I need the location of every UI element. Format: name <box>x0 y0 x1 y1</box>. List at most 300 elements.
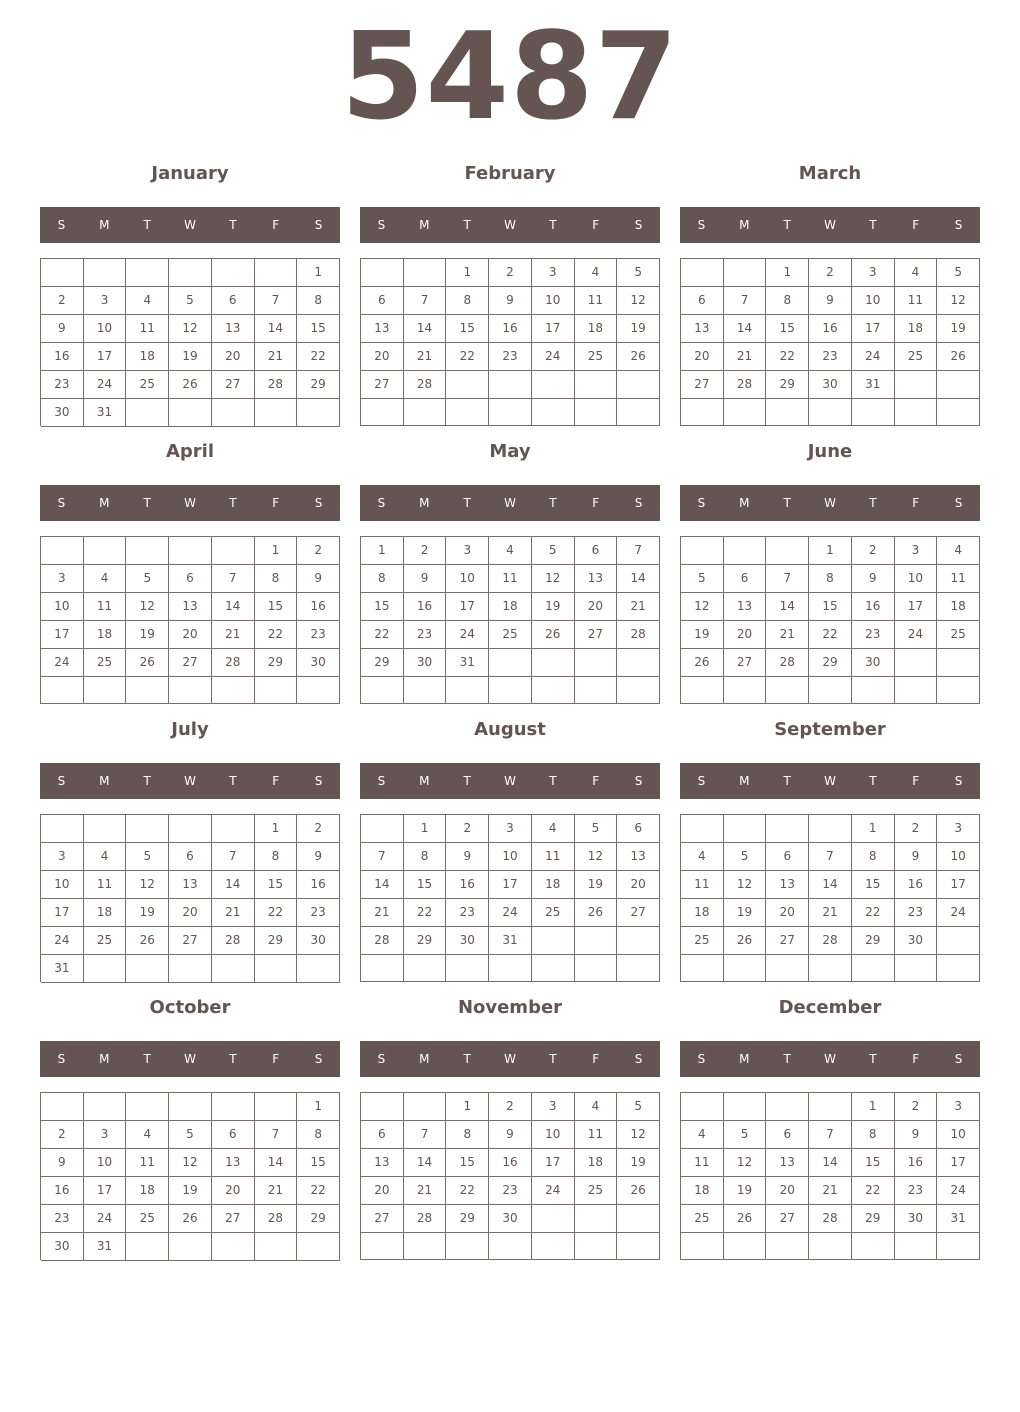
weekday-label: S <box>377 496 386 510</box>
day-cell: 20 <box>766 899 809 927</box>
empty-cell <box>361 955 404 982</box>
day-cell: 3 <box>937 1093 980 1121</box>
day-cell: 30 <box>895 927 938 955</box>
empty-cell <box>532 1233 575 1260</box>
weekday-label: M <box>99 496 110 510</box>
day-cell: 26 <box>724 927 767 955</box>
weekday-label: F <box>272 774 280 788</box>
day-cell: 7 <box>809 843 852 871</box>
empty-cell <box>617 399 660 426</box>
empty-cell <box>724 537 767 565</box>
day-cell: 25 <box>489 621 532 649</box>
empty-cell <box>937 677 980 704</box>
day-cell: 15 <box>361 593 404 621</box>
day-cell: 19 <box>617 315 660 343</box>
day-cell: 31 <box>937 1205 980 1233</box>
day-cell: 20 <box>681 343 724 371</box>
empty-cell <box>575 927 618 955</box>
day-cell: 16 <box>895 871 938 899</box>
day-cell: 20 <box>575 593 618 621</box>
day-cell: 26 <box>532 621 575 649</box>
day-cell: 7 <box>404 1121 447 1149</box>
day-cell: 22 <box>446 1177 489 1205</box>
day-cell: 13 <box>617 843 660 871</box>
day-cell: 14 <box>212 593 255 621</box>
weekday-label: F <box>272 496 280 510</box>
weekday-label: S <box>634 218 643 232</box>
weekday-label: S <box>697 218 706 232</box>
weekday-label: T <box>229 218 237 232</box>
empty-cell <box>212 537 255 565</box>
weekday-label: S <box>634 496 643 510</box>
day-cell: 29 <box>809 649 852 677</box>
empty-cell <box>404 1093 447 1121</box>
day-cell: 8 <box>361 565 404 593</box>
empty-cell <box>724 955 767 982</box>
day-cell: 24 <box>937 1177 980 1205</box>
day-cell: 28 <box>766 649 809 677</box>
weekday-label: M <box>419 496 430 510</box>
day-cell: 6 <box>766 843 809 871</box>
day-cell: 4 <box>895 259 938 287</box>
day-cell: 7 <box>766 565 809 593</box>
empty-cell <box>126 1233 169 1261</box>
day-cell: 1 <box>446 1093 489 1121</box>
day-cell: 28 <box>255 1205 298 1233</box>
weekday-label: S <box>377 1052 386 1066</box>
empty-cell <box>809 677 852 704</box>
weekday-label: F <box>592 496 600 510</box>
day-cell: 15 <box>766 315 809 343</box>
empty-cell <box>724 677 767 704</box>
day-cell: 12 <box>126 593 169 621</box>
weekday-label: M <box>739 496 750 510</box>
weekday-label: T <box>783 496 791 510</box>
empty-cell <box>212 259 255 287</box>
empty-cell <box>575 371 618 399</box>
day-cell: 28 <box>724 371 767 399</box>
day-cell: 13 <box>169 593 212 621</box>
empty-cell <box>532 955 575 982</box>
month-name: August <box>474 719 546 740</box>
day-cell: 9 <box>297 565 340 593</box>
day-cell: 25 <box>575 1177 618 1205</box>
empty-cell <box>766 815 809 843</box>
empty-cell <box>41 537 84 565</box>
day-cell: 24 <box>532 1177 575 1205</box>
day-cell: 26 <box>126 649 169 677</box>
empty-cell <box>766 955 809 982</box>
day-cell: 27 <box>681 371 724 399</box>
weekday-label: S <box>954 496 963 510</box>
day-cell: 7 <box>361 843 404 871</box>
day-cell: 21 <box>766 621 809 649</box>
day-cell: 2 <box>41 1121 84 1149</box>
day-cell: 24 <box>532 343 575 371</box>
day-cell: 25 <box>532 899 575 927</box>
day-cell: 3 <box>937 815 980 843</box>
weekday-label: F <box>592 218 600 232</box>
weekday-label: W <box>504 496 516 510</box>
day-cell: 6 <box>681 287 724 315</box>
empty-cell <box>255 955 298 983</box>
day-cell: 2 <box>895 1093 938 1121</box>
day-cell: 1 <box>852 1093 895 1121</box>
day-grid <box>360 258 660 426</box>
day-cell: 27 <box>617 899 660 927</box>
day-cell: 25 <box>895 343 938 371</box>
day-cell: 15 <box>852 871 895 899</box>
day-cell: 5 <box>937 259 980 287</box>
day-cell: 15 <box>852 1149 895 1177</box>
day-cell: 16 <box>809 315 852 343</box>
day-cell: 6 <box>212 1121 255 1149</box>
day-cell: 13 <box>361 315 404 343</box>
empty-cell <box>766 677 809 704</box>
weekday-label: W <box>824 1052 836 1066</box>
weekday-label: T <box>463 1052 471 1066</box>
empty-cell <box>41 677 84 704</box>
day-cell: 17 <box>532 315 575 343</box>
day-grid <box>40 1092 340 1260</box>
month-name: May <box>489 441 531 462</box>
day-cell: 2 <box>297 537 340 565</box>
day-cell: 2 <box>297 815 340 843</box>
day-cell: 12 <box>937 287 980 315</box>
day-cell: 7 <box>404 287 447 315</box>
day-cell: 12 <box>575 843 618 871</box>
weekday-header <box>40 207 340 243</box>
weekday-header <box>680 485 980 521</box>
empty-cell <box>126 399 169 427</box>
day-cell: 20 <box>724 621 767 649</box>
day-cell: 29 <box>297 371 340 399</box>
weekday-label: T <box>869 774 877 788</box>
day-cell: 19 <box>617 1149 660 1177</box>
day-cell: 31 <box>41 955 84 983</box>
day-cell: 12 <box>126 871 169 899</box>
day-cell: 4 <box>575 1093 618 1121</box>
empty-cell <box>404 399 447 426</box>
day-cell: 29 <box>404 927 447 955</box>
day-cell: 30 <box>489 1205 532 1233</box>
day-cell: 8 <box>766 287 809 315</box>
weekday-label: S <box>314 218 323 232</box>
day-cell: 11 <box>681 871 724 899</box>
day-cell: 18 <box>937 593 980 621</box>
empty-cell <box>212 815 255 843</box>
day-cell: 16 <box>404 593 447 621</box>
empty-cell <box>617 955 660 982</box>
day-cell: 3 <box>532 259 575 287</box>
day-cell: 19 <box>126 621 169 649</box>
day-cell: 8 <box>297 287 340 315</box>
weekday-label: S <box>314 1052 323 1066</box>
empty-cell <box>681 955 724 982</box>
empty-cell <box>766 537 809 565</box>
weekday-label: T <box>783 774 791 788</box>
weekday-label: S <box>57 496 66 510</box>
empty-cell <box>575 1233 618 1260</box>
day-cell: 2 <box>489 1093 532 1121</box>
empty-cell <box>575 399 618 426</box>
month-name: October <box>149 997 231 1018</box>
day-cell: 23 <box>489 1177 532 1205</box>
weekday-label: S <box>634 774 643 788</box>
empty-cell <box>404 1233 447 1260</box>
empty-cell <box>766 1093 809 1121</box>
day-cell: 24 <box>489 899 532 927</box>
empty-cell <box>489 677 532 704</box>
empty-cell <box>852 1233 895 1260</box>
day-cell: 10 <box>41 871 84 899</box>
empty-cell <box>575 649 618 677</box>
empty-cell <box>681 815 724 843</box>
day-cell: 21 <box>724 343 767 371</box>
day-cell: 29 <box>766 371 809 399</box>
month-name: February <box>464 163 556 184</box>
day-cell: 30 <box>446 927 489 955</box>
day-cell: 17 <box>852 315 895 343</box>
day-cell: 29 <box>446 1205 489 1233</box>
empty-cell <box>446 399 489 426</box>
day-cell: 19 <box>532 593 575 621</box>
empty-cell <box>766 399 809 426</box>
day-cell: 14 <box>617 565 660 593</box>
empty-cell <box>852 955 895 982</box>
weekday-label: S <box>954 774 963 788</box>
empty-cell <box>681 677 724 704</box>
day-cell: 4 <box>937 537 980 565</box>
weekday-label: S <box>377 218 386 232</box>
weekday-label: T <box>229 496 237 510</box>
day-cell: 4 <box>126 1121 169 1149</box>
day-cell: 15 <box>809 593 852 621</box>
day-cell: 2 <box>809 259 852 287</box>
day-cell: 23 <box>895 1177 938 1205</box>
day-cell: 18 <box>681 899 724 927</box>
day-cell: 23 <box>809 343 852 371</box>
day-cell: 16 <box>446 871 489 899</box>
day-cell: 5 <box>617 1093 660 1121</box>
weekday-label: S <box>954 218 963 232</box>
day-cell: 7 <box>809 1121 852 1149</box>
day-cell: 4 <box>84 843 127 871</box>
day-grid <box>680 536 980 704</box>
day-grid <box>40 258 340 426</box>
empty-cell <box>84 537 127 565</box>
empty-cell <box>84 677 127 704</box>
day-cell: 17 <box>84 1177 127 1205</box>
day-cell: 20 <box>617 871 660 899</box>
empty-cell <box>809 1093 852 1121</box>
day-cell: 27 <box>169 649 212 677</box>
day-cell: 3 <box>41 565 84 593</box>
day-cell: 12 <box>532 565 575 593</box>
day-cell: 17 <box>489 871 532 899</box>
day-cell: 2 <box>852 537 895 565</box>
empty-cell <box>895 371 938 399</box>
empty-cell <box>895 1233 938 1260</box>
day-cell: 28 <box>212 927 255 955</box>
empty-cell <box>126 537 169 565</box>
weekday-label: T <box>463 496 471 510</box>
empty-cell <box>255 1233 298 1261</box>
day-cell: 17 <box>84 343 127 371</box>
empty-cell <box>809 955 852 982</box>
day-cell: 26 <box>126 927 169 955</box>
day-cell: 6 <box>361 287 404 315</box>
day-cell: 17 <box>41 621 84 649</box>
day-cell: 15 <box>297 315 340 343</box>
day-cell: 16 <box>41 343 84 371</box>
day-cell: 19 <box>681 621 724 649</box>
day-cell: 27 <box>169 927 212 955</box>
day-cell: 10 <box>41 593 84 621</box>
empty-cell <box>575 1205 618 1233</box>
day-cell: 9 <box>895 1121 938 1149</box>
empty-cell <box>724 1233 767 1260</box>
day-cell: 26 <box>681 649 724 677</box>
day-cell: 6 <box>766 1121 809 1149</box>
day-cell: 21 <box>404 343 447 371</box>
empty-cell <box>724 1093 767 1121</box>
day-cell: 10 <box>84 1149 127 1177</box>
empty-cell <box>212 399 255 427</box>
day-cell: 17 <box>937 1149 980 1177</box>
day-cell: 15 <box>446 1149 489 1177</box>
day-cell: 14 <box>361 871 404 899</box>
day-cell: 9 <box>404 565 447 593</box>
day-cell: 21 <box>255 1177 298 1205</box>
weekday-label: T <box>229 774 237 788</box>
empty-cell <box>532 927 575 955</box>
day-cell: 9 <box>852 565 895 593</box>
empty-cell <box>489 371 532 399</box>
day-cell: 30 <box>895 1205 938 1233</box>
empty-cell <box>41 815 84 843</box>
day-cell: 13 <box>169 871 212 899</box>
day-cell: 1 <box>297 1093 340 1121</box>
day-cell: 9 <box>489 1121 532 1149</box>
day-cell: 13 <box>212 315 255 343</box>
day-cell: 28 <box>212 649 255 677</box>
weekday-label: T <box>783 218 791 232</box>
weekday-label: S <box>57 774 66 788</box>
day-cell: 7 <box>255 1121 298 1149</box>
day-cell: 10 <box>532 287 575 315</box>
day-cell: 31 <box>446 649 489 677</box>
month-name: September <box>774 719 886 740</box>
day-cell: 19 <box>724 899 767 927</box>
day-cell: 7 <box>724 287 767 315</box>
day-cell: 16 <box>489 1149 532 1177</box>
day-cell: 29 <box>297 1205 340 1233</box>
weekday-label: W <box>504 774 516 788</box>
weekday-label: W <box>184 774 196 788</box>
day-cell: 1 <box>255 815 298 843</box>
day-cell: 20 <box>169 899 212 927</box>
day-cell: 9 <box>895 843 938 871</box>
day-cell: 1 <box>361 537 404 565</box>
empty-cell <box>617 927 660 955</box>
weekday-label: T <box>143 496 151 510</box>
day-cell: 27 <box>575 621 618 649</box>
weekday-header <box>360 207 660 243</box>
empty-cell <box>169 399 212 427</box>
day-cell: 20 <box>169 621 212 649</box>
day-cell: 8 <box>255 565 298 593</box>
day-cell: 22 <box>809 621 852 649</box>
empty-cell <box>297 399 340 427</box>
empty-cell <box>255 399 298 427</box>
day-cell: 26 <box>937 343 980 371</box>
day-cell: 16 <box>895 1149 938 1177</box>
day-cell: 11 <box>84 871 127 899</box>
empty-cell <box>532 399 575 426</box>
weekday-label: T <box>869 496 877 510</box>
month-name: March <box>798 163 862 184</box>
day-cell: 27 <box>724 649 767 677</box>
day-cell: 22 <box>297 343 340 371</box>
empty-cell <box>895 955 938 982</box>
day-cell: 1 <box>766 259 809 287</box>
day-cell: 20 <box>212 1177 255 1205</box>
day-cell: 9 <box>809 287 852 315</box>
day-cell: 3 <box>489 815 532 843</box>
weekday-label: M <box>99 774 110 788</box>
day-cell: 31 <box>852 371 895 399</box>
day-cell: 23 <box>489 343 532 371</box>
day-grid <box>360 1092 660 1260</box>
month-name: November <box>457 997 563 1018</box>
day-cell: 11 <box>895 287 938 315</box>
weekday-header <box>40 1041 340 1077</box>
empty-cell <box>255 259 298 287</box>
day-cell: 23 <box>852 621 895 649</box>
month-name: July <box>171 719 209 740</box>
weekday-label: F <box>272 218 280 232</box>
day-cell: 5 <box>575 815 618 843</box>
day-cell: 14 <box>212 871 255 899</box>
weekday-label: W <box>824 496 836 510</box>
day-cell: 8 <box>446 287 489 315</box>
weekday-header <box>680 763 980 799</box>
day-cell: 19 <box>937 315 980 343</box>
day-cell: 20 <box>361 343 404 371</box>
day-cell: 20 <box>766 1177 809 1205</box>
day-cell: 22 <box>766 343 809 371</box>
day-cell: 3 <box>852 259 895 287</box>
day-cell: 29 <box>255 649 298 677</box>
day-cell: 29 <box>361 649 404 677</box>
day-cell: 27 <box>361 1205 404 1233</box>
day-cell: 3 <box>532 1093 575 1121</box>
day-cell: 25 <box>126 1205 169 1233</box>
day-cell: 18 <box>575 1149 618 1177</box>
day-cell: 22 <box>297 1177 340 1205</box>
day-cell: 23 <box>297 899 340 927</box>
day-cell: 10 <box>446 565 489 593</box>
weekday-label: S <box>954 1052 963 1066</box>
day-cell: 22 <box>404 899 447 927</box>
day-cell: 18 <box>895 315 938 343</box>
day-cell: 19 <box>724 1177 767 1205</box>
day-cell: 25 <box>937 621 980 649</box>
day-cell: 3 <box>41 843 84 871</box>
day-cell: 14 <box>809 871 852 899</box>
empty-cell <box>446 1233 489 1260</box>
